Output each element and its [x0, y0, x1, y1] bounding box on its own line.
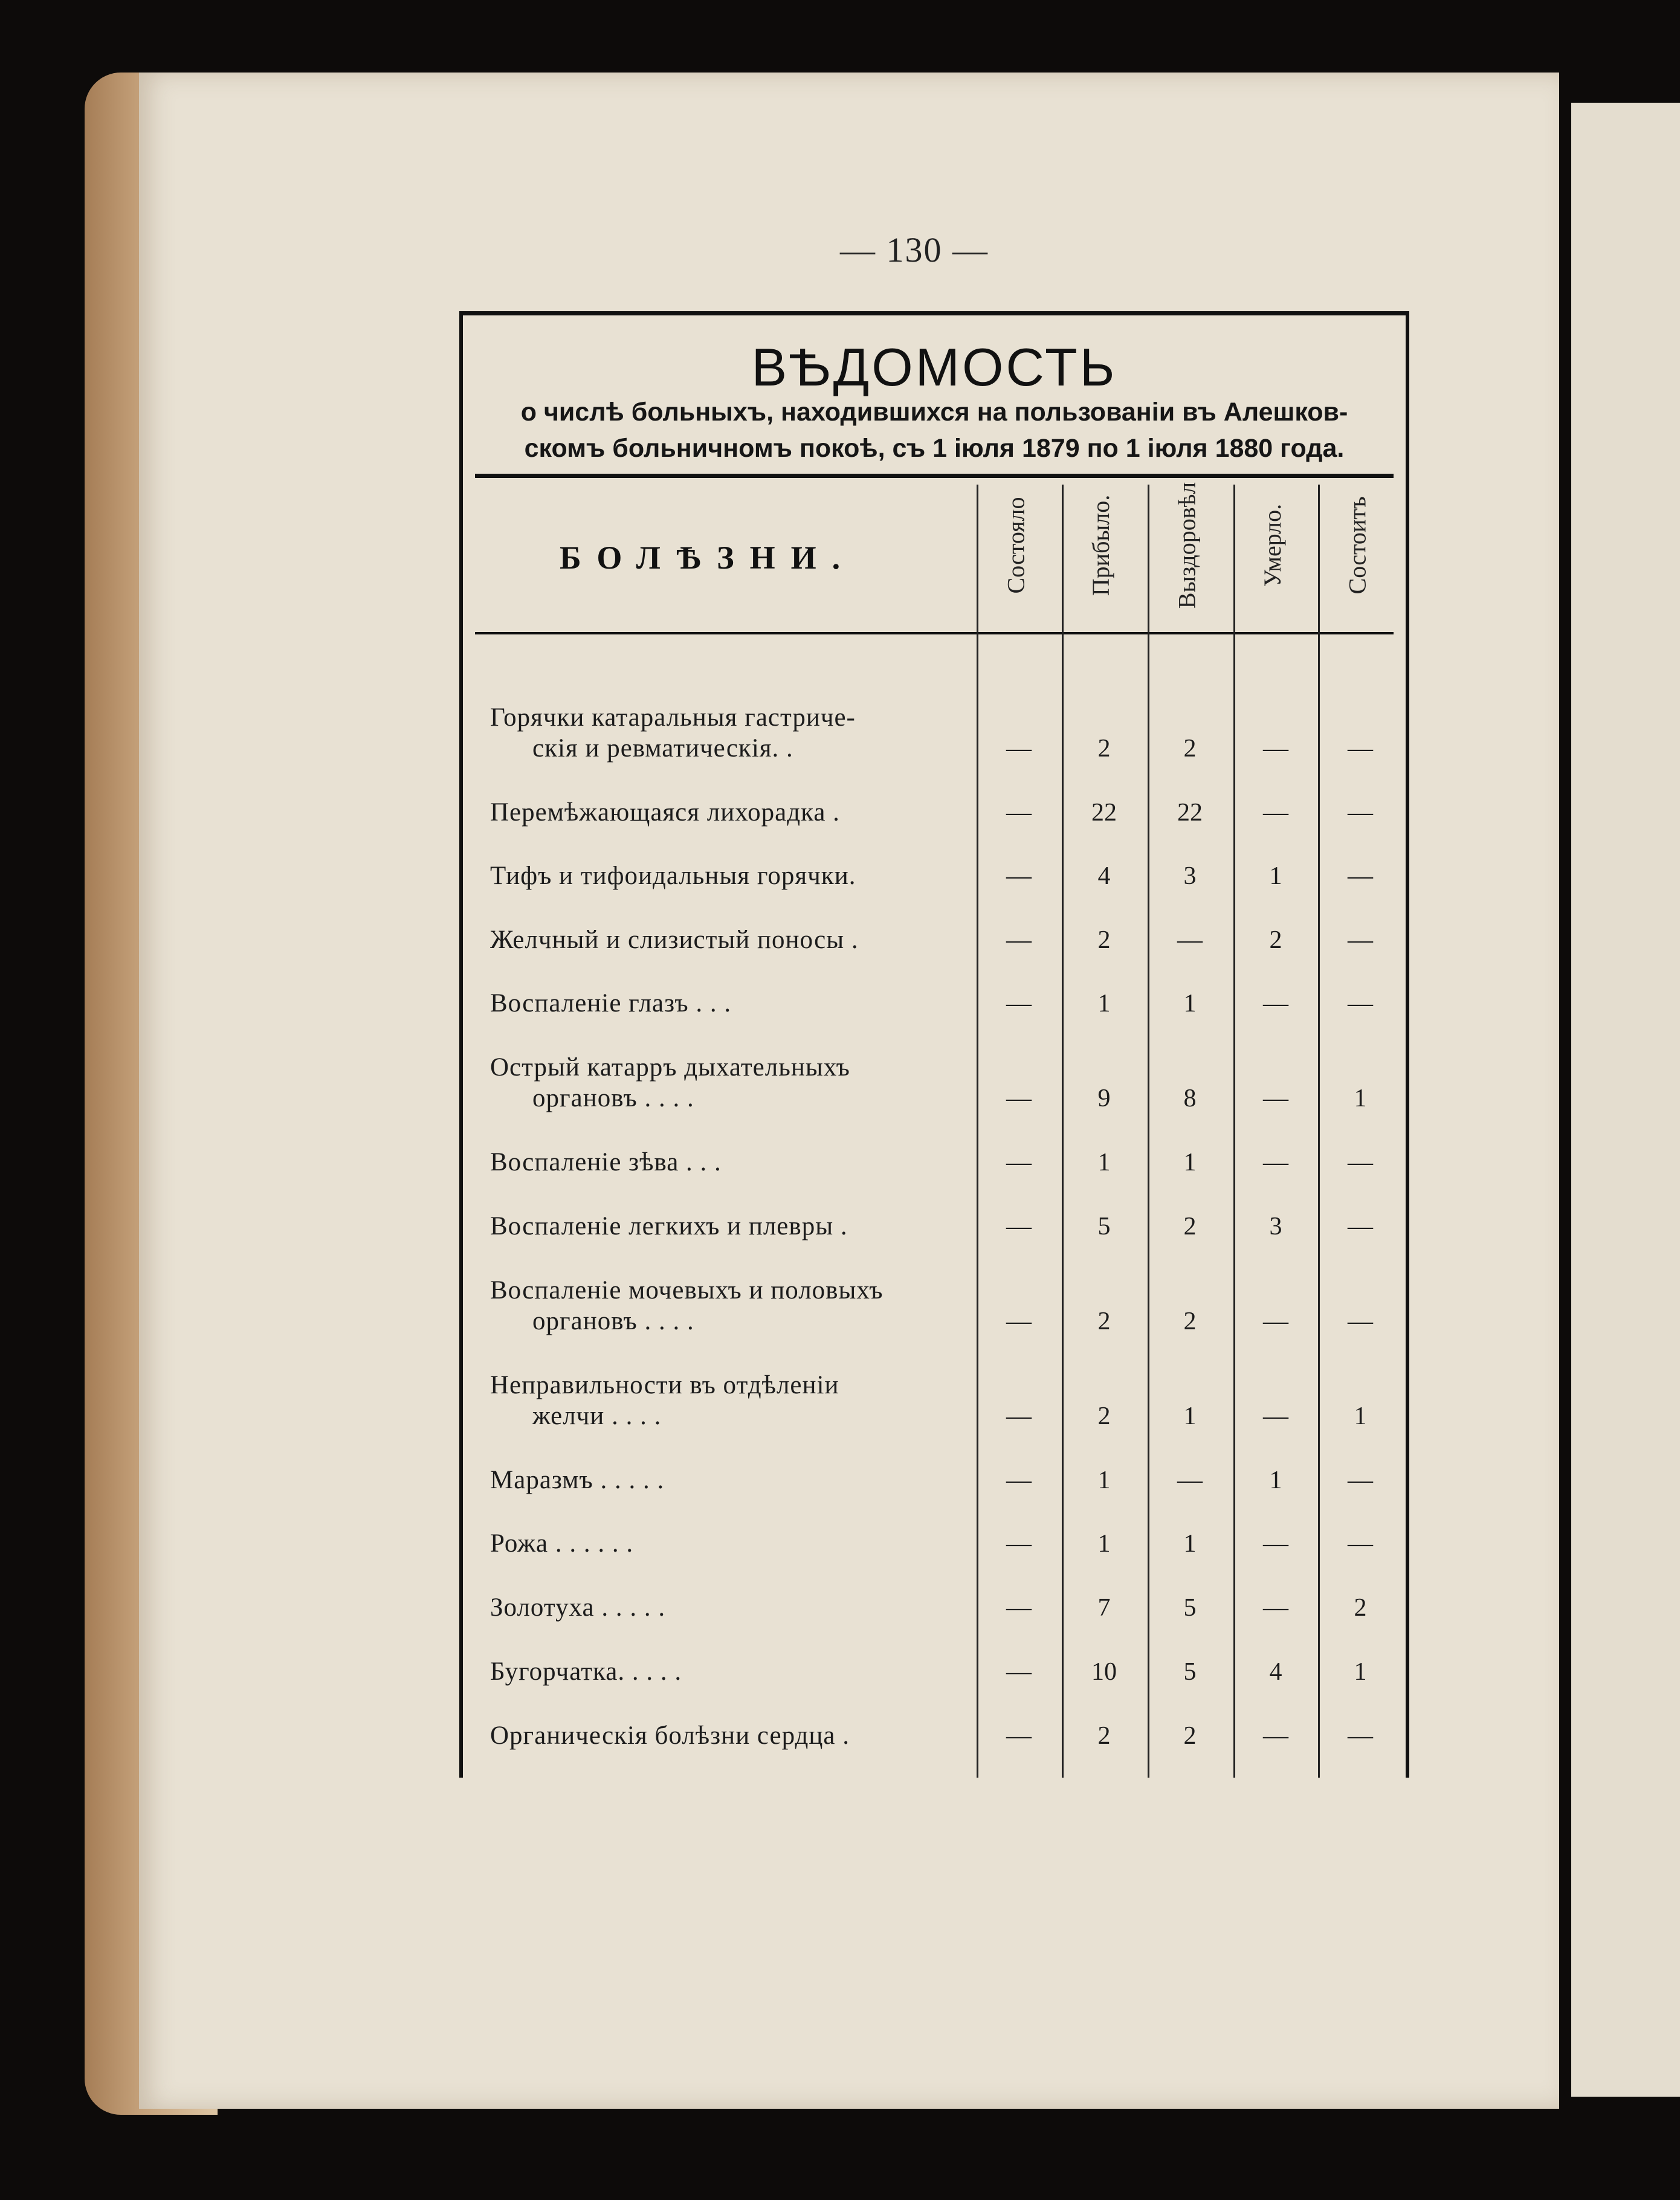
table-cell: —	[1006, 1085, 1032, 1112]
table-cell: —	[1348, 1722, 1373, 1750]
table-cell: 7	[1097, 1594, 1111, 1622]
table-row-label: Воспаленіе глазъ . . .	[490, 989, 732, 1018]
col-header-died: Умерло.	[1259, 503, 1287, 587]
table-cell: —	[1263, 1402, 1288, 1430]
table-cell: 1	[1183, 1402, 1197, 1430]
table-cell: 1	[1097, 1466, 1111, 1494]
table-row-label: Рожа . . . . . .	[490, 1529, 634, 1558]
table-row-label-continued: органовъ . . . .	[532, 1307, 694, 1335]
table-cell: 1	[1183, 990, 1197, 1018]
table-cell: 22	[1091, 799, 1117, 827]
table-row-label-continued: органовъ . . . .	[532, 1084, 694, 1112]
table-cell: 2	[1097, 735, 1111, 763]
table-cell: —	[1263, 1149, 1288, 1176]
subtitle-line-1: о числѣ больныхъ, находившихся на пользованіи въ Алешков-	[520, 398, 1348, 427]
table-cell: 2	[1183, 735, 1197, 763]
table-cell: 10	[1091, 1658, 1117, 1686]
table-cell: 22	[1177, 799, 1203, 827]
table-row-label: Неправильности въ отдѣленіи	[490, 1371, 839, 1399]
table-cell: 2	[1183, 1722, 1197, 1750]
table-cell: —	[1263, 1308, 1288, 1335]
table-cell: —	[1263, 1594, 1288, 1622]
table-cell: —	[1177, 926, 1203, 954]
column-divider	[1062, 485, 1064, 1778]
table-cell: 2	[1097, 1402, 1111, 1430]
document-subtitle	[481, 394, 1388, 466]
table-row-label-continued: скія и ревматическія. .	[532, 734, 793, 763]
table-cell: 1	[1183, 1530, 1197, 1558]
table-cell: —	[1263, 799, 1288, 827]
table-cell: 2	[1354, 1594, 1367, 1622]
table-cell: 8	[1183, 1085, 1197, 1112]
table-row-label: Горячки катаральныя гастриче-	[490, 703, 856, 732]
table-cell: 1	[1097, 1530, 1111, 1558]
table-cell: —	[1348, 1466, 1373, 1494]
table-cell: —	[1348, 990, 1373, 1018]
table-row-label: Острый катарръ дыхательныхъ	[490, 1053, 850, 1082]
table-row-label: Воспаленіе легкихъ и плевры .	[490, 1212, 848, 1240]
table-row-label: Воспаленіе мочевыхъ и половыхъ	[490, 1276, 884, 1305]
table-cell: 3	[1183, 862, 1197, 890]
col-header-remaining: Состоитъ	[1343, 496, 1371, 594]
col-header-remained: Состояло	[1002, 497, 1030, 593]
column-divider	[1148, 485, 1149, 1778]
table-cell: —	[1348, 1308, 1373, 1335]
table-cell: —	[1263, 990, 1288, 1018]
table-cell: —	[1348, 862, 1373, 890]
table-cell: —	[1348, 1149, 1373, 1176]
table-cell: —	[1348, 926, 1373, 954]
table-cell: 4	[1097, 862, 1111, 890]
table-cell: —	[1006, 1722, 1032, 1750]
table-cell: —	[1006, 1149, 1032, 1176]
table-cell: 1	[1354, 1402, 1367, 1430]
table-cell: —	[1006, 1402, 1032, 1430]
table-cell: 2	[1097, 1308, 1111, 1335]
table-row-label: Маразмъ . . . . .	[490, 1466, 665, 1494]
table-cell: 1	[1097, 1149, 1111, 1176]
statement-table	[459, 311, 1409, 1778]
table-row-label: Органическія болѣзни сердца .	[490, 1721, 850, 1750]
table-cell: —	[1006, 1213, 1032, 1240]
table-cell: —	[1006, 799, 1032, 827]
table-cell: 1	[1354, 1658, 1367, 1686]
table-row-label: Перемѣжающаяся лихорадка .	[490, 798, 840, 827]
table-cell: 2	[1097, 926, 1111, 954]
table-cell: 2	[1269, 926, 1282, 954]
table-row-label: Желчный и слизистый поносы .	[490, 926, 859, 954]
table-cell: —	[1348, 799, 1373, 827]
table-cell: —	[1348, 735, 1373, 763]
table-cell: —	[1263, 1530, 1288, 1558]
col-header-arrived: Прибыло.	[1087, 494, 1115, 596]
table-cell: —	[1006, 1658, 1032, 1686]
table-cell: 9	[1097, 1085, 1111, 1112]
table-cell: —	[1006, 862, 1032, 890]
column-divider	[1318, 485, 1320, 1778]
table-cell: 1	[1269, 862, 1282, 890]
document-title: ВѢДОМОСТЬ	[751, 337, 1117, 397]
table-cell: 2	[1183, 1213, 1197, 1240]
col-header-recovered: Выздоровѣл	[1173, 482, 1201, 608]
table-row-label-continued: желчи . . . .	[532, 1402, 662, 1430]
table-cell: 5	[1183, 1594, 1197, 1622]
table-cell: 2	[1183, 1308, 1197, 1335]
table-cell: 1	[1269, 1466, 1282, 1494]
table-cell: —	[1263, 1085, 1288, 1112]
table-cell: 1	[1097, 990, 1111, 1018]
table-cell: —	[1006, 990, 1032, 1018]
table-row-label: Воспаленіе зѣва . . .	[490, 1148, 722, 1176]
column-divider	[977, 485, 978, 1778]
facing-page	[1571, 103, 1680, 2097]
table-row-label: Золотуха . . . . .	[490, 1593, 666, 1622]
table-cell: —	[1006, 926, 1032, 954]
diseases-column-header: БОЛѢЗНИ.	[560, 540, 856, 576]
table-cell: —	[1263, 1722, 1288, 1750]
table-row-label: Тифъ и тифоидальныя горячки.	[490, 862, 856, 890]
table-cell: —	[1348, 1530, 1373, 1558]
table-row-label: Бугорчатка. . . . .	[490, 1657, 682, 1686]
subtitle-line-2: скомъ больничномъ покоѣ, съ 1 іюля 1879 по 1 іюля 1880 года.	[524, 434, 1345, 463]
table-cell: —	[1006, 735, 1032, 763]
table-cell: 5	[1183, 1658, 1197, 1686]
table-cell: 4	[1269, 1658, 1282, 1686]
table-cell: —	[1177, 1466, 1203, 1494]
table-cell: 2	[1097, 1722, 1111, 1750]
table-cell: —	[1006, 1594, 1032, 1622]
column-divider	[1233, 485, 1235, 1778]
table-cell: —	[1348, 1213, 1373, 1240]
page-number: — 130 —	[840, 230, 989, 269]
table-cell: 1	[1354, 1085, 1367, 1112]
table-cell: —	[1263, 735, 1288, 763]
table-cell: —	[1006, 1466, 1032, 1494]
column-head-rule	[475, 632, 1394, 634]
table-cell: 3	[1269, 1213, 1282, 1240]
table-cell: 5	[1097, 1213, 1111, 1240]
table-cell: —	[1006, 1530, 1032, 1558]
table-cell: —	[1006, 1308, 1032, 1335]
table-cell: 1	[1183, 1149, 1197, 1176]
